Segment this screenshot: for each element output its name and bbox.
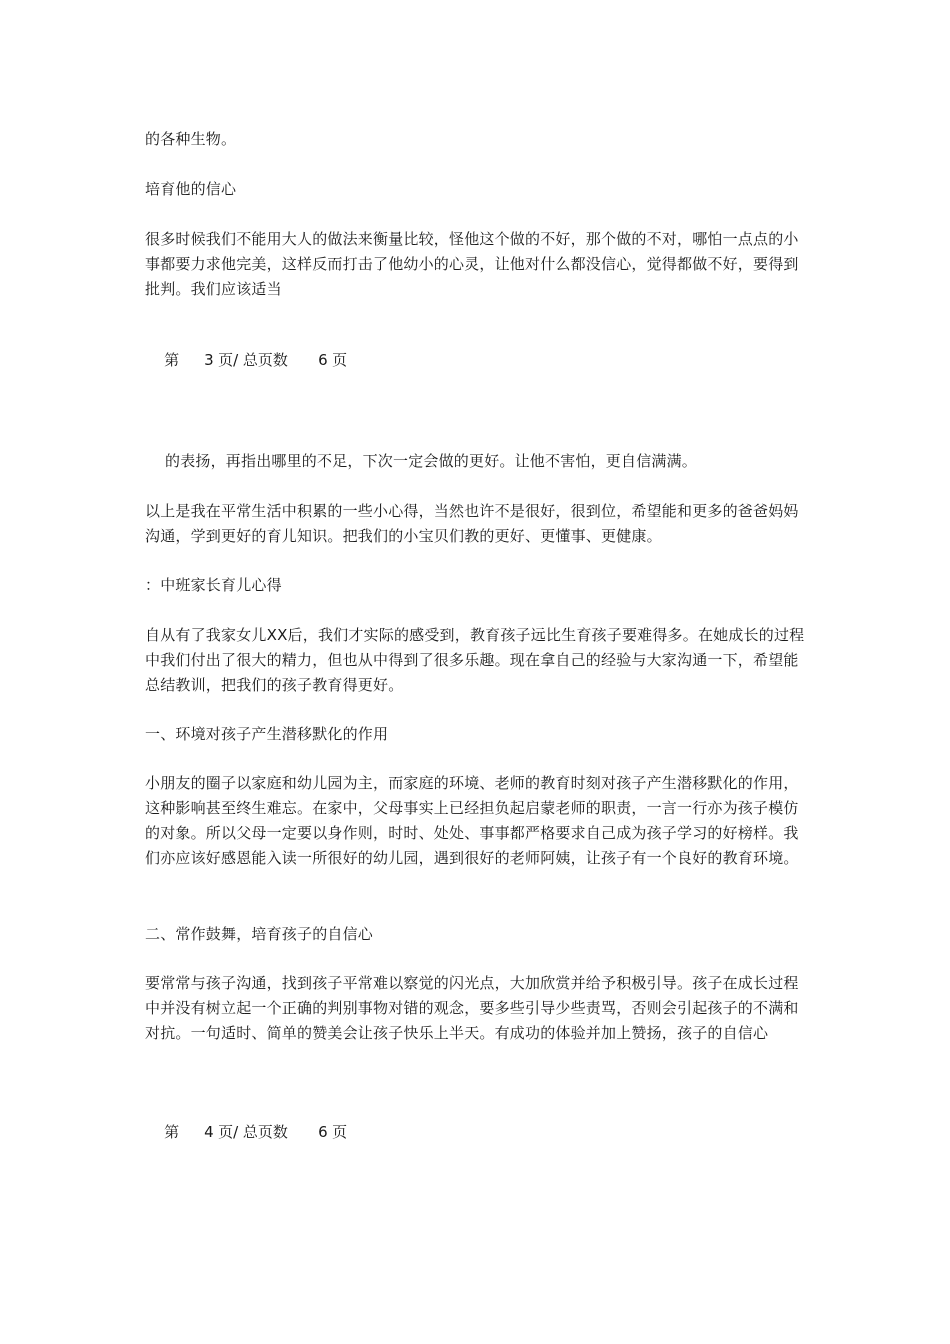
paragraph: 自从有了我家女儿XX后，我们才实际的感受到，教育孩子远比生育孩子要难得多。在她成长的过程中我们付出了很大的精力，但也从中得到了很多乐趣。现在拿自己的经验与大家沟通一下，希望能总结教训，把我们的孩子教育得更好。 — [145, 626, 805, 694]
footer-di: 第 — [164, 351, 180, 369]
paragraph: 要常常与孩子沟通，找到孩子平常难以察觉的闪光点，大加欣赏并给予积极引导。孩子在成长过程中并没有树立起一个正确的判别事物对错的观念，要多些引导少些责骂，否则会引起孩子的不满和对抗。一句适时、简单的赞美会让孩子快乐上半天。有成功的体验并加上赞扬，孩子的自信心 — [145, 974, 799, 1042]
footer-total-pages: 6 — [318, 1123, 328, 1141]
paragraph: 小朋友的圈子以家庭和幼儿园为主，而家庭的环境、老师的教育时刻对孩子产生潜移默化的作用，这种影响甚至终生难忘。在家中，父母事实上已经担负起启蒙老师的职责，一言一行亦为孩子模仿的对象。所以父母一定要以身作则，时时、处处、事事都严格要求自己成为孩子学习的好榜样。我们亦应该好感恩能入读一所很好的幼儿园，遇到很好的老师阿姨，让孩子有一个良好的教育环境。 — [145, 774, 799, 867]
footer-page-label: 页/ 总页数 — [218, 351, 288, 369]
footer-page-number: 3 — [204, 351, 214, 369]
paragraph: 很多时候我们不能用大人的做法来衡量比较，怪他这个做的不好，那个做的不对，哪怕一点点的小事都要力求他完美，这样反而打击了他幼小的心灵，让他对什么都没信心，觉得都做不好，要得到批判。我们应该适当 — [145, 230, 799, 298]
footer-unit: 页 — [332, 351, 348, 369]
article-title: ：中班家长育儿心得 — [145, 576, 282, 594]
paragraph-continuation: 的各种生物。 — [145, 130, 237, 148]
footer-di: 第 — [164, 1123, 180, 1141]
section-heading: 一、环境对孩子产生潜移默化的作用 — [145, 725, 389, 743]
paragraph-continuation: 的表扬，再指出哪里的不足，下次一定会做的更好。让他不害怕，更自信满满。 — [165, 452, 698, 470]
section-heading: 二、常作鼓舞，培育孩子的自信心 — [145, 925, 374, 943]
footer-page-label: 页/ 总页数 — [218, 1123, 288, 1141]
footer-unit: 页 — [332, 1123, 348, 1141]
section-heading: 培育他的信心 — [145, 180, 237, 198]
paragraph: 以上是我在平常生活中积累的一些小心得，当然也许不是很好，很到位，希望能和更多的爸爸妈妈沟通，学到更好的育儿知识。把我们的小宝贝们教的更好、更懂事、更健康。 — [145, 502, 799, 545]
footer-total-pages: 6 — [318, 351, 328, 369]
page-footer — [145, 1095, 347, 1170]
page-footer — [145, 323, 347, 398]
footer-page-number: 4 — [204, 1123, 214, 1141]
